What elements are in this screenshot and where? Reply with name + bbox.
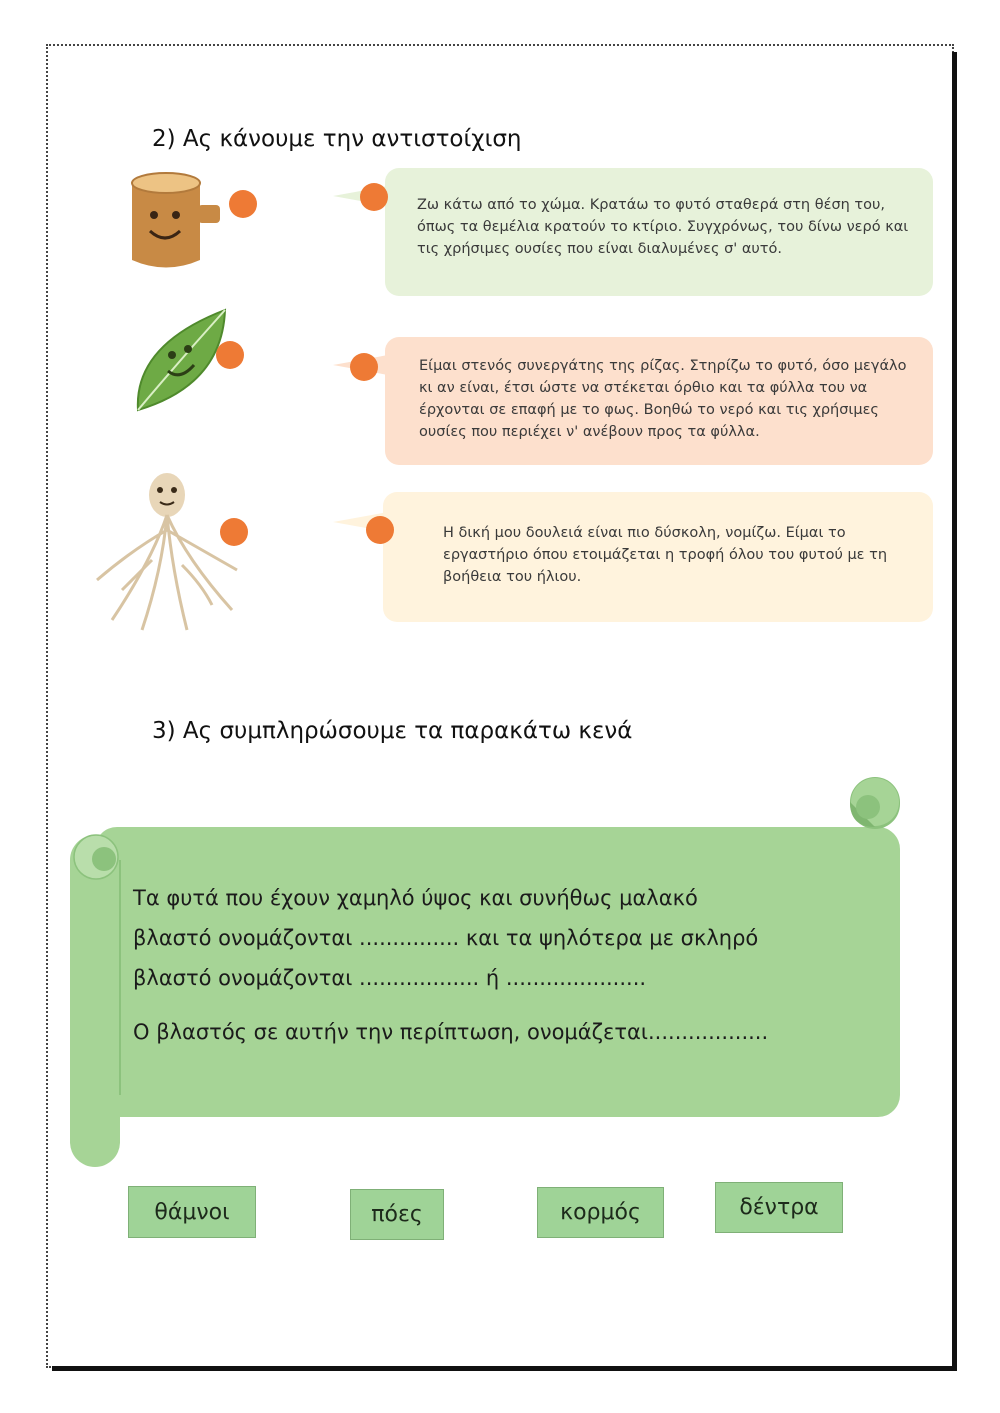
root-character-icon [92,470,242,635]
word-chip-thamnoi[interactable]: θάμνοι [128,1186,256,1238]
page-shadow-right [952,52,957,1370]
fill-line-3: βλαστό ονομάζονται .................. ή ..................... [133,966,647,990]
bubble-text-1: Ζω κάτω από το χώμα. Κρατάω το φυτό σταθερά στη θέση του, όπως τα θεμέλια κρατούν το κτίριο. Συγχρόνως, του δίνω νερό και τις χρήσιμες ουσίες που είναι διαλυμένες σ' αυτό. [417,197,909,257]
bubble-text-3: Η δική μου δουλειά είναι πιο δύσκολη, νομίζω. Είμαι το εργαστήριο όπου ετοιμάζεται η τροφή όλου του φυτού με τη βοήθεια του ήλιου. [443,525,888,585]
match-dot-right-2[interactable] [350,353,378,381]
section2-title: 2) Ας κάνουμε την αντιστοίχιση [152,126,522,152]
page-shadow-bottom [52,1366,957,1371]
stem-character-icon [118,165,228,280]
match-dot-right-3[interactable] [366,516,394,544]
leaf-character-icon [130,305,230,425]
word-chip-kormos[interactable]: κορμός [537,1187,664,1238]
speech-bubble-1 [385,168,933,296]
speech-bubble-3 [383,492,933,622]
fill-line-1: Τα φυτά που έχουν χαμηλό ύψος και συνήθως μαλακό [133,886,698,910]
match-dot-left-2[interactable] [216,341,244,369]
match-dot-right-1[interactable] [360,183,388,211]
fill-line-4: Ο βλαστός σε αυτήν την περίπτωση, ονομάζεται.................. [133,1020,769,1044]
word-chip-dentra[interactable]: δέντρα [715,1182,843,1233]
speech-bubble-2 [385,337,933,465]
word-chip-poes[interactable]: πόες [350,1189,444,1240]
section3-title: 3) Ας συμπληρώσουμε τα παρακάτω κενά [152,718,633,744]
match-dot-left-1[interactable] [229,190,257,218]
bubble-text-2: Είμαι στενός συνεργάτης της ρίζας. Στηρίζω το φυτό, όσο μεγάλο κι αν είναι, έτσι ώστε να στέκεται όρθιο και τα φύλλα του να έρχονται σε επαφή με το φως. Βοηθώ το νερό και τις χρήσιμες ουσίες που περιέχει ν' ανέβουν προς τα φύλλα. [419,358,907,440]
match-dot-left-3[interactable] [220,518,248,546]
fill-line-2: βλαστό ονομάζονται ............... και τα ψηλότερα με σκληρό [133,926,759,950]
